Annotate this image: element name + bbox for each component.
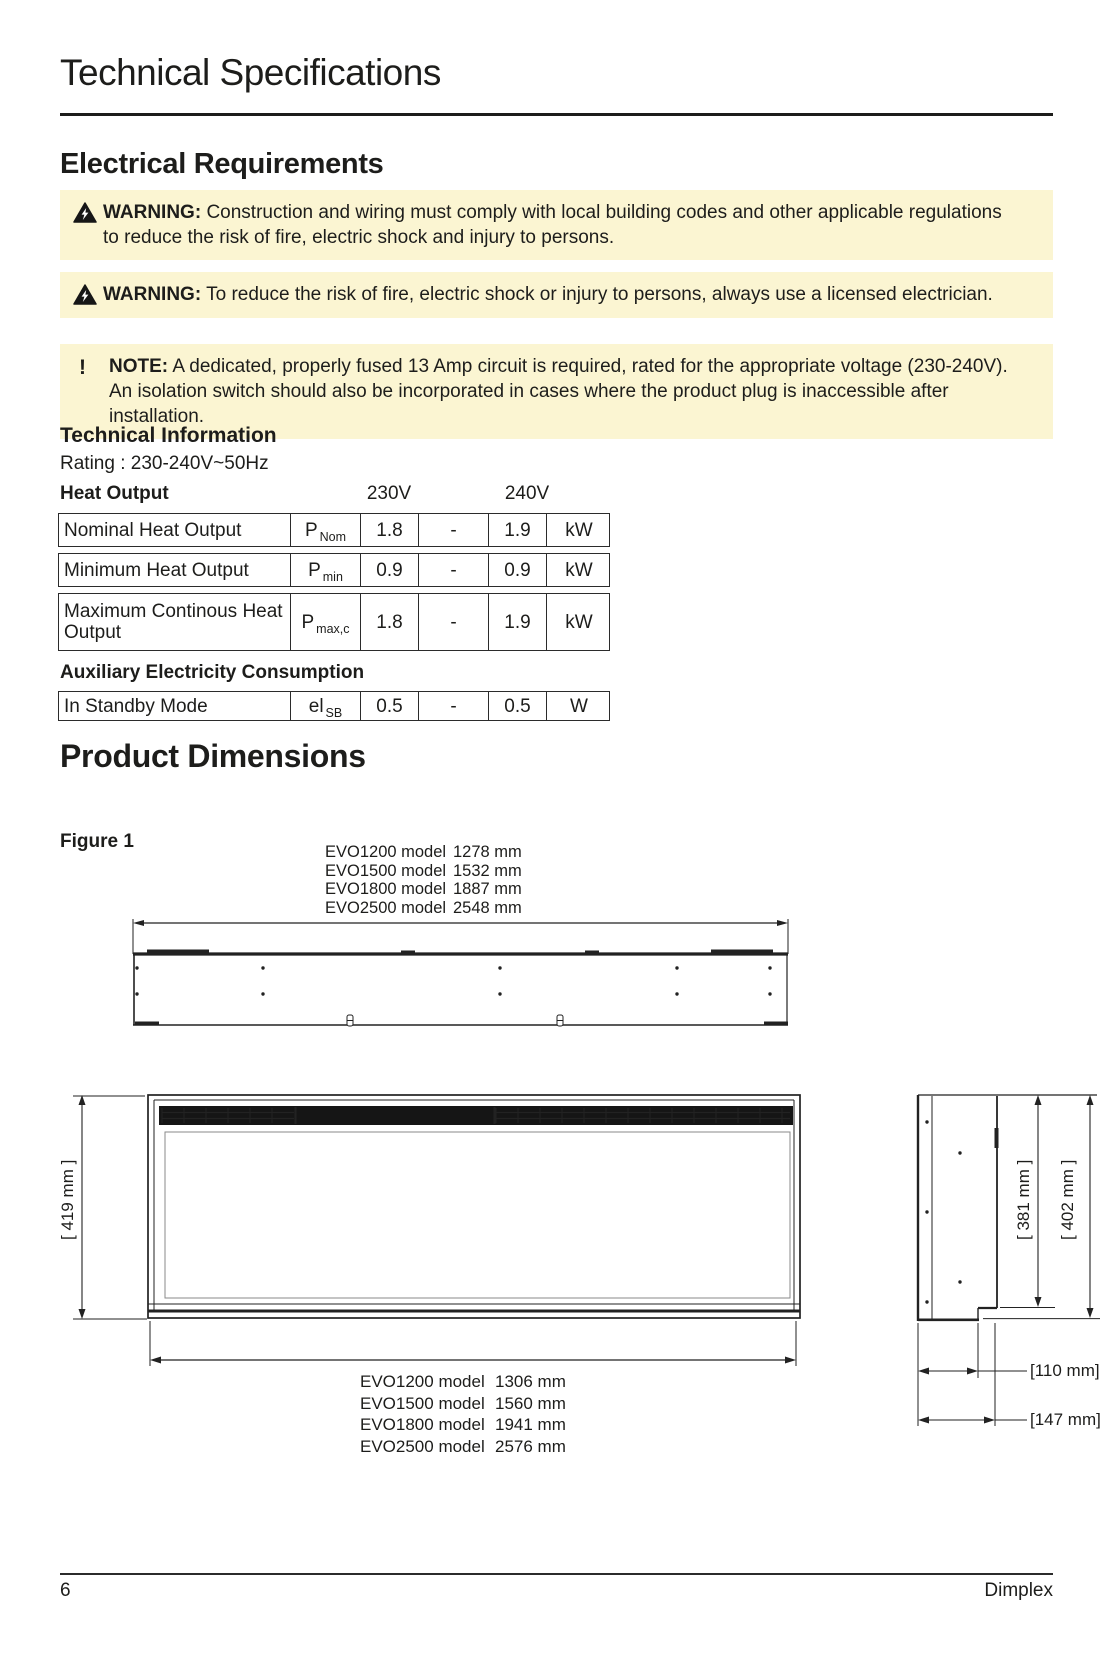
model-width: 1941 mm	[495, 1415, 566, 1434]
symbol-base: P	[301, 611, 315, 633]
title-rule	[60, 113, 1053, 116]
warning-text-2	[103, 282, 993, 307]
warning-text-1	[103, 200, 1018, 250]
dim-arrow-right	[785, 1357, 796, 1364]
exclamation-icon: !	[79, 356, 86, 379]
row-label: Minimum Heat Output	[59, 554, 291, 586]
warning-box-2	[60, 272, 1053, 318]
list-item	[360, 1436, 566, 1458]
value-dash: -	[419, 692, 489, 720]
value-dash: -	[419, 554, 489, 586]
dim-arrow-left	[133, 920, 144, 926]
row-symbol	[291, 514, 361, 546]
model-width: 1306 mm	[495, 1372, 566, 1391]
section-heading-dimensions: Product Dimensions	[60, 738, 366, 774]
list-item	[360, 1414, 566, 1436]
symbol-base: el	[308, 695, 324, 717]
model-name: EVO1800 model	[325, 880, 447, 898]
page-title: Technical Specifications	[60, 52, 441, 93]
list-item	[325, 862, 522, 881]
model-name: EVO2500 model	[325, 898, 447, 917]
symbol-sub: SB	[325, 705, 343, 720]
model-width: 1887 mm	[453, 880, 522, 898]
value-240v: 0.5	[489, 692, 547, 720]
tech-info-heading: Technical Information	[60, 424, 277, 447]
value-230v: 1.8	[361, 594, 419, 650]
aux-heading: Auxiliary Electricity Consumption	[60, 662, 365, 683]
col-240v: 240V	[504, 483, 550, 504]
vent-band	[159, 1106, 793, 1125]
dim-arrow-down	[79, 1309, 86, 1319]
screw-holes	[925, 1120, 961, 1303]
row-symbol	[291, 554, 361, 586]
depth-402-label: [ 402 mm ]	[1058, 1159, 1077, 1240]
bottom-width-list	[360, 1371, 566, 1457]
dim-402	[983, 1103, 1100, 1319]
base-147-label: [147 mm]	[1030, 1410, 1101, 1429]
model-name: EVO1500 model	[325, 861, 447, 880]
value-dash: -	[419, 594, 489, 650]
table-row-maximum	[58, 593, 610, 651]
dim-arrow-left	[150, 1357, 161, 1364]
footer-rule	[60, 1573, 1053, 1575]
warning-label-1: WARNING:	[103, 202, 202, 223]
warning-body-2: To reduce the risk of fire, electric shock or injury to persons, always use a licensed electrician.	[206, 284, 993, 305]
value-dash: -	[419, 514, 489, 546]
value-230v: 1.8	[361, 514, 419, 546]
model-width: 2548 mm	[453, 898, 522, 917]
value-240v: 1.9	[489, 594, 547, 650]
table-row-minimum	[58, 553, 610, 587]
model-width: 1278 mm	[453, 843, 522, 861]
model-name: EVO1200 model	[325, 843, 447, 861]
symbol-sub: max,c	[316, 621, 350, 636]
page-number: 6	[60, 1580, 71, 1601]
value-unit: kW	[565, 611, 593, 633]
glass-panel	[165, 1132, 790, 1298]
warning-box-1	[60, 190, 1053, 260]
top-width-list	[325, 843, 522, 917]
symbol-sub: Nom	[319, 529, 347, 544]
note-label: NOTE:	[109, 356, 169, 377]
symbol-base: P	[304, 519, 318, 541]
rating-text: Rating : 230-240V~50Hz	[60, 453, 269, 474]
value-230v: 0.9	[361, 554, 419, 586]
model-width: 2576 mm	[495, 1436, 566, 1456]
model-name: EVO1200 model	[360, 1372, 485, 1391]
warning-triangle-icon	[73, 282, 103, 305]
section-heading-electrical: Electrical Requirements	[60, 148, 384, 180]
warning-triangle-icon	[73, 200, 103, 223]
top-view-drawing	[115, 918, 805, 1032]
warning-label-2: WARNING:	[103, 284, 202, 305]
model-name: EVO2500 model	[360, 1436, 485, 1456]
table-row-nominal	[58, 513, 610, 547]
front-view-drawing	[55, 1090, 805, 1380]
dim-arrow-right	[777, 920, 788, 926]
base-110-label: [110 mm]	[1030, 1361, 1100, 1380]
height-dim-label: [ 419 mm ]	[58, 1159, 77, 1240]
list-item	[360, 1371, 566, 1393]
list-item	[325, 880, 522, 899]
brand-name: Dimplex	[984, 1580, 1053, 1601]
row-symbol	[291, 594, 361, 650]
value-unit: W	[570, 695, 588, 717]
symbol-sub: min	[322, 569, 343, 584]
value-unit: kW	[565, 559, 593, 581]
row-label: In Standby Mode	[59, 692, 291, 720]
model-width: 1532 mm	[453, 861, 522, 880]
model-name: EVO1500 model	[360, 1393, 485, 1413]
value-240v: 0.9	[489, 554, 547, 586]
table-row-standby	[58, 691, 610, 721]
value-230v: 0.5	[361, 692, 419, 720]
depth-381-label: [ 381 mm ]	[1014, 1159, 1033, 1240]
row-label: Nominal Heat Output	[59, 514, 291, 546]
list-item	[325, 843, 522, 862]
heat-output-col-header: Heat Output	[60, 483, 169, 504]
list-item	[360, 1393, 566, 1415]
note-body: A dedicated, properly fused 13 Amp circuit is required, rated for the appropriate voltage (230-240V). An isolation switch should also be incorporated in cases where the product plug is inaccessible after installation.	[109, 356, 1008, 427]
symbol-base: P	[308, 559, 321, 581]
screw-holes	[135, 966, 771, 995]
note-text	[109, 354, 1024, 429]
col-230v: 230V	[366, 483, 412, 504]
list-item	[325, 899, 522, 918]
warning-body-1: Construction and wiring must comply with local building codes and other applicable regulations to reduce the risk of fire, electric shock and injury to persons.	[103, 202, 1002, 248]
model-width: 1560 mm	[495, 1393, 566, 1413]
model-name: EVO1800 model	[360, 1415, 485, 1434]
value-240v: 1.9	[489, 514, 547, 546]
hinge-notch	[995, 1128, 999, 1148]
value-unit: kW	[565, 519, 593, 541]
row-symbol	[291, 692, 361, 720]
figure-1	[0, 820, 1113, 1480]
row-label: Maximum Continous Heat Output	[59, 594, 291, 650]
figure-label: Figure 1	[60, 831, 134, 852]
